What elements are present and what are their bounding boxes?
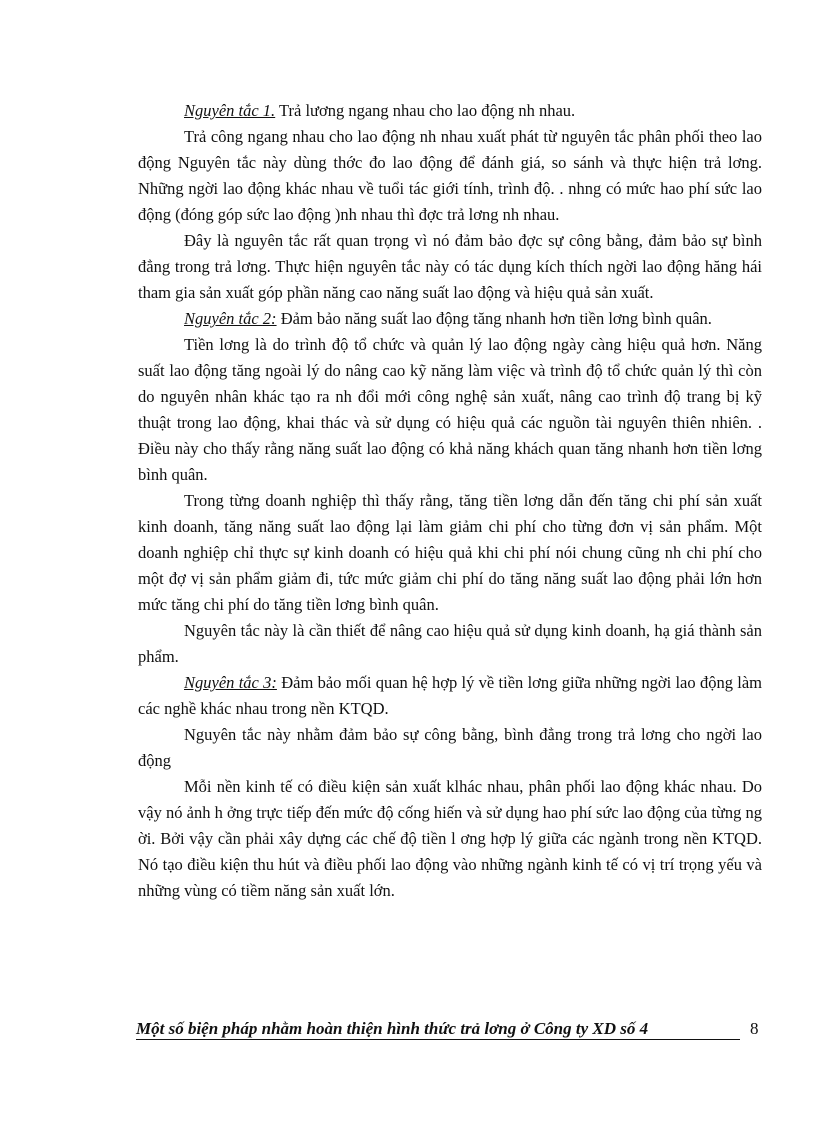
paragraph-9: Nguyên tắc này nhằm đảm bảo sự công bằng, bình đẳng trong trả lơng cho ngời lao động	[138, 725, 762, 770]
paragraph-10: Mỗi nền kinh tế có điều kiện sản xuất klhác nhau, phân phối lao động khác nhau. Do vậy nó ảnh h ởng trực tiếp đến mức độ cống hiến và sử dụng hao phí sức lao động của từng ng ời. Bởi vậy cần phải xây dựng các chế độ tiền l ơng hợp lý giữa các ngành trong nền KTQD. Nó tạo điều kiện thu hút và điều phối lao động vào những ngành kinh tế có vị trí trọng yếu và những vùng có tiềm năng sản xuất lớn.	[138, 777, 762, 900]
paragraph-principle-2	[138, 306, 762, 332]
footer-divider	[136, 1039, 740, 1040]
paragraph-2: Trả công ngang nhau cho lao động nh nhau xuất phát từ nguyên tắc phân phối theo lao động Nguyên tắc này dùng thớc đo lao động để đánh giá, so sánh và thực hiện trả lơng. Những ngời lao động khác nhau về tuổi tác giới tính, trình độ. . nhng có mức hao phí sức lao động (đóng góp sức lao động )nh nhau thì đợc trả lơng nh nhau.	[138, 127, 762, 224]
paragraph-3: Đây là nguyên tắc rất quan trọng vì nó đảm bảo đợc sự công bằng, đảm bảo sự bình đẳng trong trả lơng. Thực hiện nguyên tắc này có tác dụng kích thích ngời lao động hăng hái tham gia sản xuất góp phần năng cao năng suất lao động và hiệu quả sản xuất.	[138, 231, 762, 302]
paragraph-5: Tiền lơng là do trình độ tổ chức và quản lý lao động ngày càng hiệu quả hơn. Năng suất lao động tăng ngoài lý do nâng cao kỹ năng làm việc và trình độ tổ chức quản lý thì còn do nguyên nhân khác tạo ra nh đổi mới công nghệ sản xuất, nâng cao trình độ trang bị kỹ thuật trong lao động, khai thác và sử dụng có hiệu quả các nguồn tài nguyên thiên nhiên. . Điều này cho thấy rằng năng suất lao động có khả năng khách quan tăng nhanh hơn tiền lơng bình quân.	[138, 335, 762, 484]
paragraph-6: Trong từng doanh nghiệp thì thấy rằng, tăng tiền lơng dẫn đến tăng chi phí sản xuất kinh doanh, tăng năng suất lao động lại làm giảm chi phí cho từng đơn vị sản phẩm. Một doanh nghiệp chỉ thực sự kinh doanh có hiệu quả khi chi phí nói chung cũng nh chi phí cho một đợ vị sản phẩm giảm đi, tức mức giảm chi phí do tăng năng suất lao động phải lớn hơn mức tăng chi phí do tăng tiền lơng bình quân.	[138, 491, 762, 614]
page-number: 8	[750, 1019, 759, 1038]
paragraph-principle-1	[138, 98, 762, 124]
principle-2-text: Đảm bảo năng suất lao động tăng nhanh hơn tiền lơng bình quân.	[276, 309, 712, 328]
footer-title: Một số biện pháp nhằm hoàn thiện hình thức trả lơng ở Công ty XD số 4	[136, 1019, 649, 1038]
paragraph-7: Nguyên tắc này là cần thiết để nâng cao hiệu quả sử dụng kinh doanh, hạ giá thành sản phẩm.	[138, 621, 762, 666]
principle-1-label: Nguyên tắc 1.	[184, 101, 276, 120]
principle-3-label: Nguyên tắc 3:	[184, 673, 277, 692]
principle-2-label: Nguyên tắc 2:	[184, 309, 277, 328]
principle-1-text: Trả lương ngang nhau cho lao động nh nhau.	[275, 101, 576, 120]
principle-3-text: Đảm bảo mối quan hệ hợp lý về tiền lơng giữa những ngời lao động làm các nghề khác nhau trong nền KTQD.	[138, 673, 762, 718]
document-body	[138, 98, 762, 904]
paragraph-principle-3	[138, 670, 762, 722]
page-footer	[136, 1016, 746, 1042]
